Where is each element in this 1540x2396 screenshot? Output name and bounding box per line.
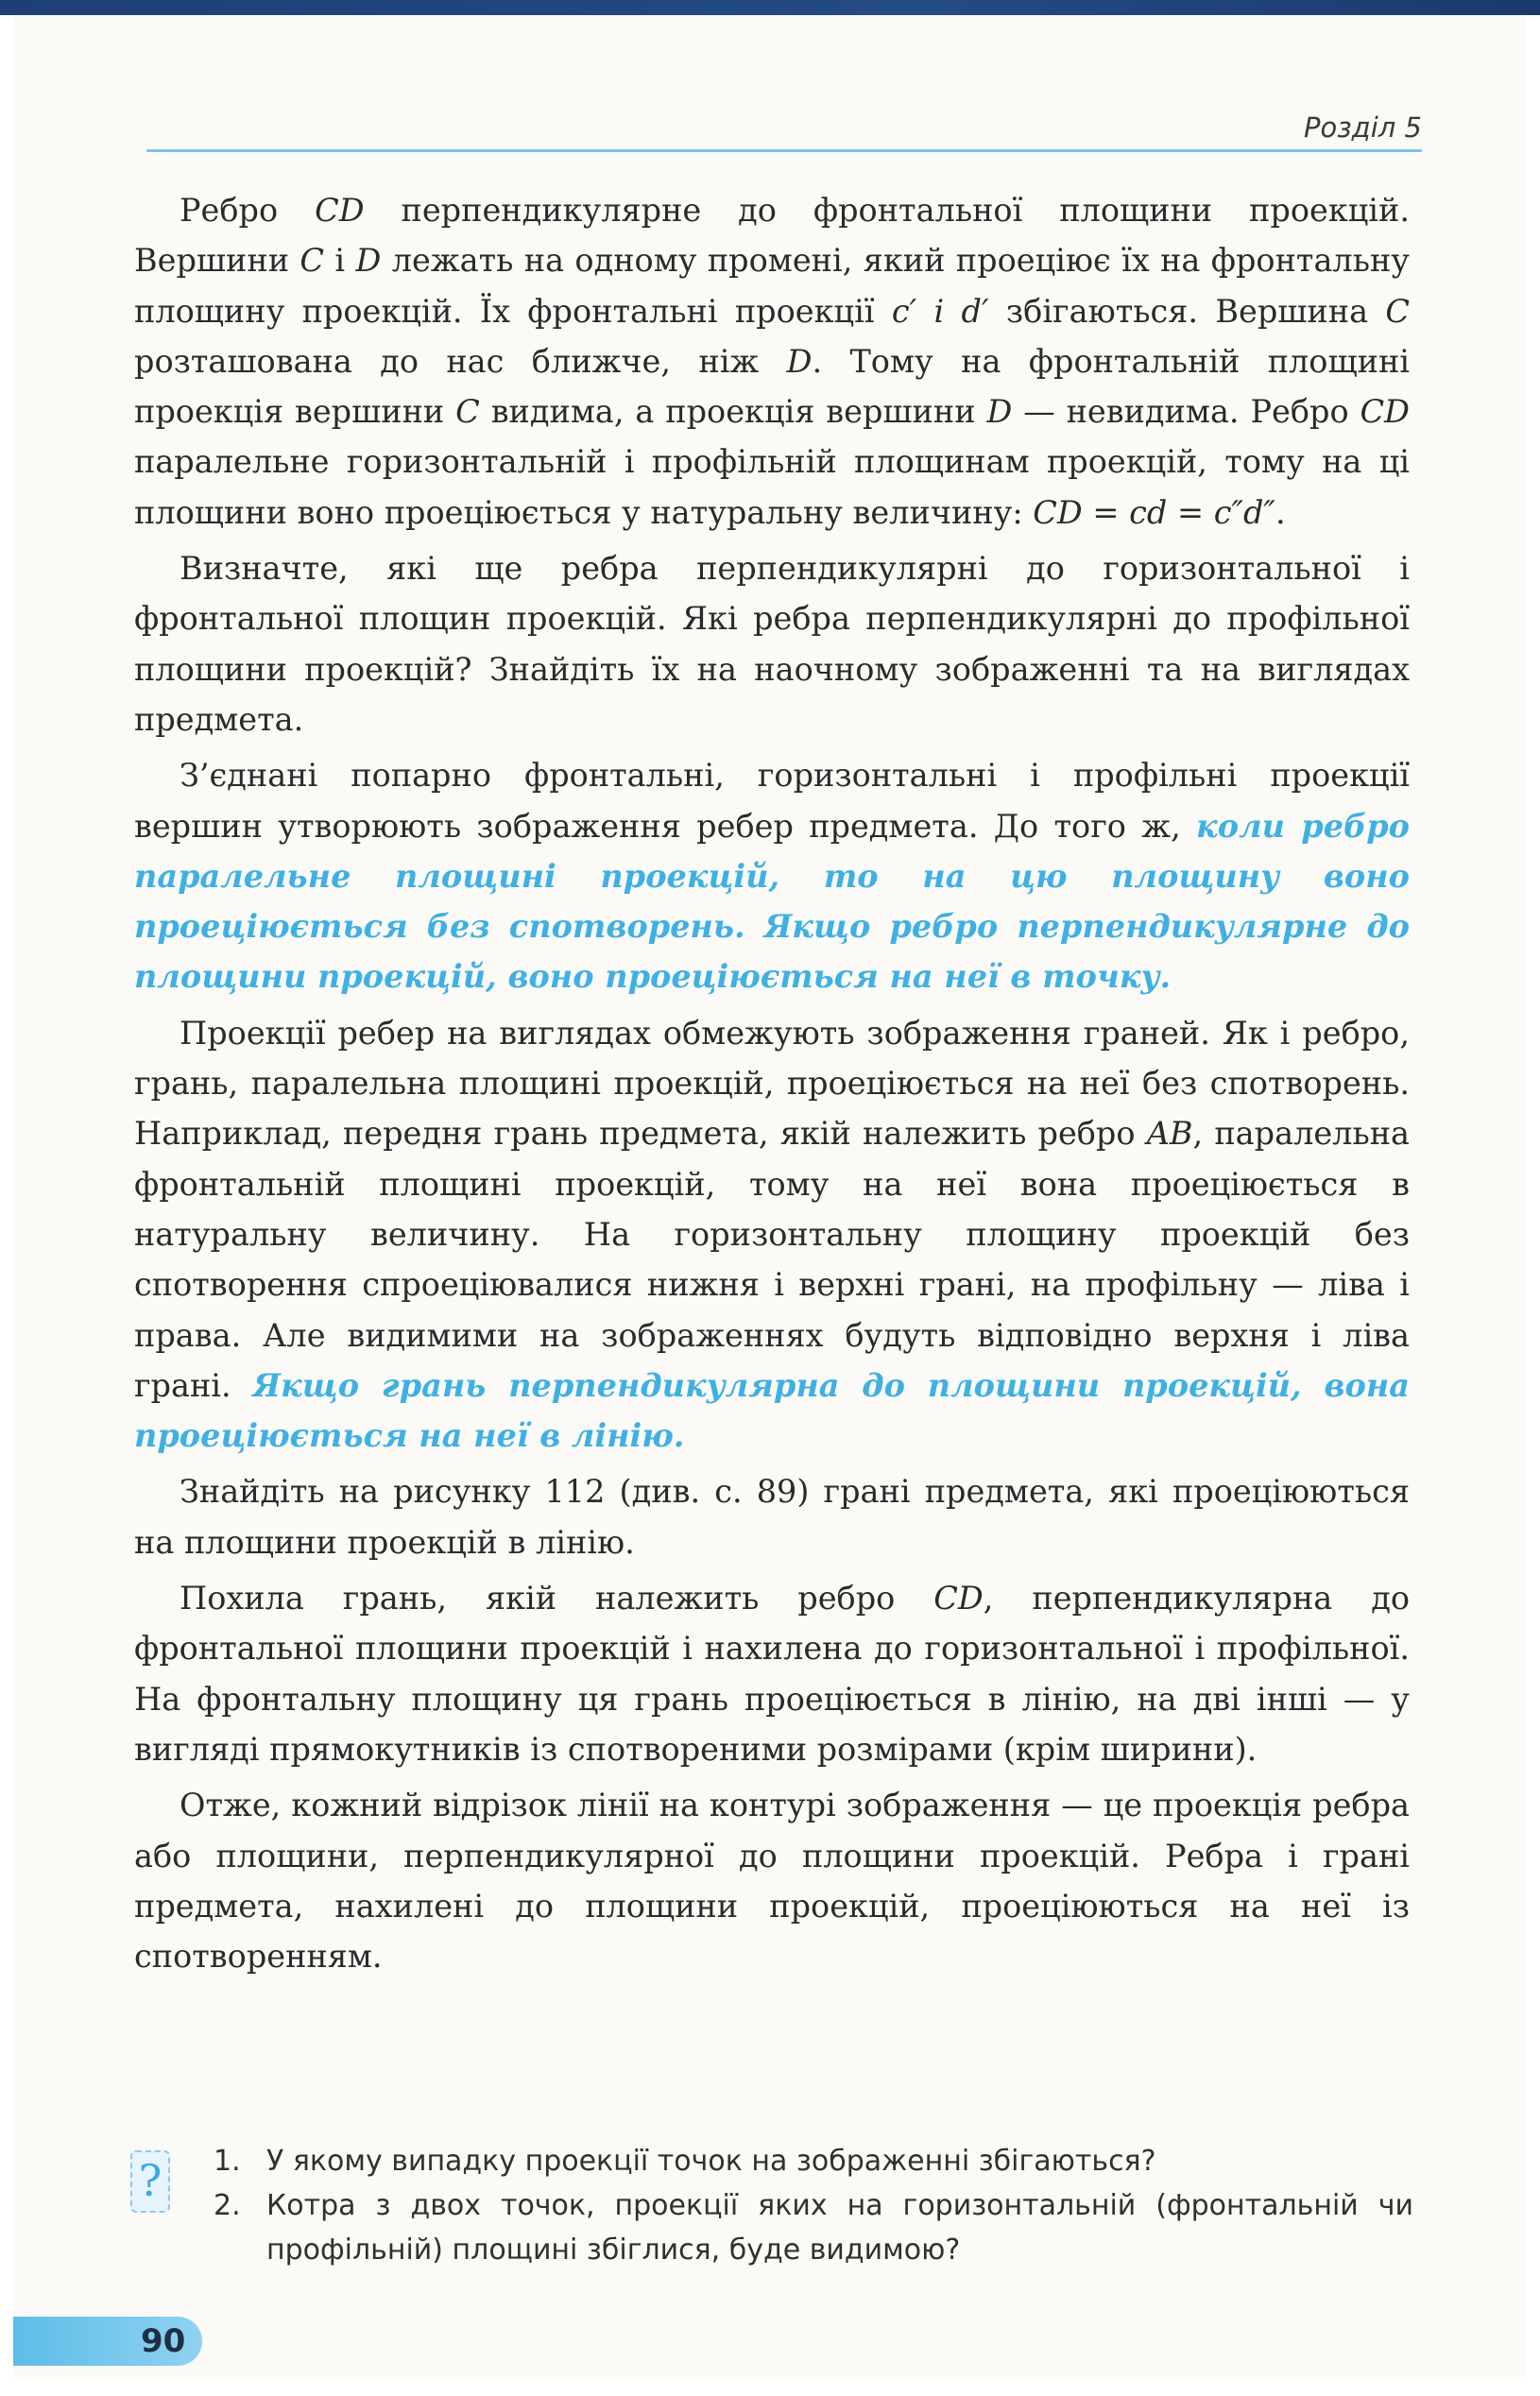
italic-term: D: [986, 393, 1013, 431]
text-run: Проекції ребер на виглядах обмежують зображення граней. Як і ребро, грань, паралельна площині проекцій, проеціюється на неї без спотворень. Наприклад, передня грань предмета, якій належить ребро: [134, 1014, 1410, 1153]
text-run: розташована до нас ближче, ніж: [134, 342, 787, 380]
text-run: Визначте, які ще ребра перпендикулярні до горизонтальної і фронтальної площин проекцій. Які ребра перпендикулярні до профільної площини проекцій? Знайдіть їх на наочному зображенні та на виглядах предмета.: [134, 550, 1410, 738]
page-number-tab: [13, 2317, 202, 2366]
question-list: [214, 2139, 1413, 2272]
italic-term: CD: [315, 192, 365, 229]
question-number: 2.: [214, 2189, 241, 2222]
text-run: , паралельна фронтальній площині проекцій, тому на неї вона проеціюється в натуральну величину. На горизонтальну площину проекцій без спотворення спроеціювалися нижня і верхні грані, на профільну — ліва і права. Але видимими на зображеннях будуть відповідно верхня і ліва грані.: [134, 1115, 1410, 1404]
italic-term: C: [1385, 292, 1410, 330]
italic-term: AB: [1146, 1115, 1193, 1153]
text-run: , перпендикулярна до фронтальної площини проекцій і нахилена до горизонтальної і профільної. На фронтальну площину ця грань проеціюється в лінію, на дві інші — у вигляді прямокутників із спотвореними розмірами (крім ширини).: [134, 1580, 1410, 1768]
text-run: Ребро: [180, 192, 316, 229]
text-run: Знайдіть на рисунку 112 (див. с. 89) грані предмета, які проеціюються на площини проекцій в лінію.: [134, 1473, 1410, 1561]
text-run: паралельне горизонтальній і профільній площинам проекцій, тому на ці площини воно проеціюється у натуральну величину:: [134, 443, 1410, 531]
question-mark-icon: ?: [130, 2150, 170, 2213]
paragraph: [134, 543, 1410, 744]
top-color-band: [0, 0, 1540, 15]
text-run: збігаються. Вершина: [988, 292, 1386, 330]
italic-term: C: [455, 393, 480, 431]
question-number: 1.: [214, 2145, 241, 2178]
question-item: [214, 2139, 1413, 2183]
italic-term: c′ і d′: [891, 292, 989, 330]
text-run: . Тому на фронтальній площині проекція вершини: [134, 342, 1410, 431]
paragraph: [134, 1780, 1410, 1981]
question-text: У якому випадку проекції точок на зображенні збігаються?: [266, 2145, 1156, 2178]
main-text: [134, 185, 1410, 1987]
running-header: [146, 106, 1422, 152]
italic-term: C: [299, 242, 325, 280]
page-number: 90: [141, 2322, 186, 2360]
section-label: Розділ 5: [1304, 111, 1422, 144]
text-run: лежать на одному промені, який проеціює їх на фронтальну площину проекцій. Їх фронтальні проекції: [134, 242, 1410, 330]
highlighted-rule: коли ребро паралельне площині проекцій, то на цю площину воно проеціюється без спотворень. Якщо ребро перпендикулярне до площини проекцій, воно проеціюється на неї в точку.: [134, 807, 1410, 996]
italic-term: D: [786, 342, 813, 380]
paragraph: [134, 1573, 1410, 1774]
italic-term: D: [355, 242, 382, 280]
italic-term: CD: [1360, 393, 1411, 431]
italic-term: CD = cd = c″d″: [1033, 493, 1275, 531]
italic-term: CD: [933, 1580, 984, 1617]
highlighted-rule: Якщо грань перпендикулярна до площини проекцій, вона проеціюється на неї в лінію.: [134, 1366, 1411, 1455]
question-text: Котра з двох точок, проекції яких на горизонтальній (фронтальній чи профільній) площині збіглися, буде видимою?: [266, 2189, 1413, 2267]
text-run: Отже, кожний відрізок лінії на контурі зображення — це проекція ребра або площини, перпендикулярної до площини проекцій. Ребра і грані предмета, нахилені до площини проекцій, проеціюються на неї із спотворенням.: [134, 1787, 1410, 1976]
question-item: [214, 2183, 1413, 2272]
text-run: видима, а проекція вершини: [479, 393, 987, 431]
paragraph: [134, 750, 1410, 1001]
text-run: — невидима. Ребро: [1012, 393, 1360, 431]
text-run: перпендикулярне до фронтальної площини проекцій. Вершини: [134, 192, 1410, 280]
text-run: .: [1275, 493, 1286, 531]
paragraph: [134, 185, 1410, 538]
text-run: Похила грань, якій належить ребро: [180, 1580, 934, 1617]
text-run: З’єднані попарно фронтальні, горизонтальні і профільні проекції вершин утворюють зображення ребер предмета. До того ж,: [134, 757, 1410, 845]
paragraph: [134, 1466, 1410, 1567]
paragraph: [134, 1008, 1410, 1462]
text-run: і: [324, 242, 356, 280]
